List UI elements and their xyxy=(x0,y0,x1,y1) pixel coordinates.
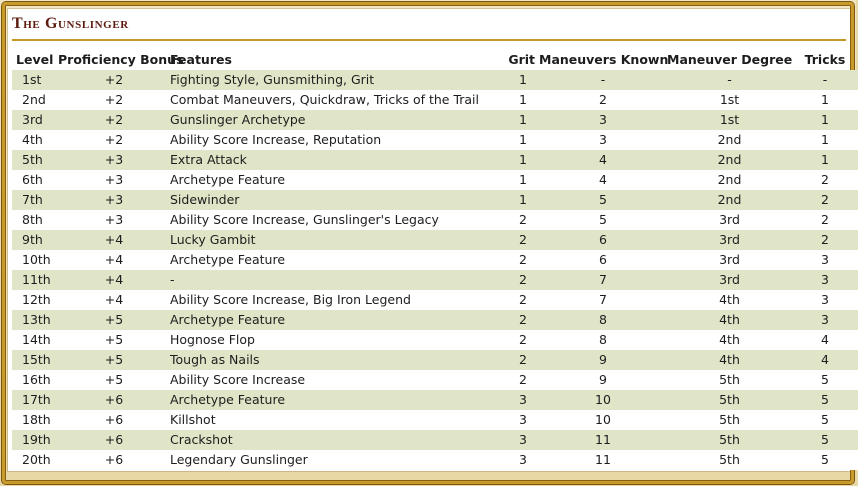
cell-maneuvers-known: 9 xyxy=(539,350,667,370)
header-maneuver-degree: Maneuver Degree xyxy=(667,52,793,67)
cell-level: 15th xyxy=(12,350,58,370)
cell-maneuvers-known: 6 xyxy=(539,230,667,250)
cell-tricks: - xyxy=(792,70,858,90)
cell-level: 13th xyxy=(12,310,58,330)
table-row xyxy=(12,350,858,370)
cell-features: Hognose Flop xyxy=(170,330,507,350)
cell-level: 11th xyxy=(12,270,58,290)
cell-level: 2nd xyxy=(12,90,58,110)
cell-level: 3rd xyxy=(12,110,58,130)
cell-tricks: 1 xyxy=(792,150,858,170)
cell-proficiency-bonus: +2 xyxy=(58,110,170,130)
cell-maneuver-degree: 4th xyxy=(667,290,792,310)
table-row xyxy=(12,110,858,130)
table-row xyxy=(12,150,858,170)
cell-tricks: 5 xyxy=(792,430,858,450)
cell-proficiency-bonus: +5 xyxy=(58,370,170,390)
cell-maneuvers-known: 10 xyxy=(539,410,667,430)
cell-proficiency-bonus: +6 xyxy=(58,390,170,410)
cell-proficiency-bonus: +4 xyxy=(58,270,170,290)
cell-maneuvers-known: 7 xyxy=(539,270,667,290)
table-row xyxy=(12,190,858,210)
cell-maneuver-degree: 5th xyxy=(667,410,792,430)
cell-level: 4th xyxy=(12,130,58,150)
cell-maneuvers-known: 10 xyxy=(539,390,667,410)
cell-proficiency-bonus: +2 xyxy=(58,70,170,90)
title-underline xyxy=(12,39,846,41)
cell-features: Ability Score Increase xyxy=(170,370,507,390)
cell-maneuver-degree: 4th xyxy=(667,330,792,350)
cell-grit: 1 xyxy=(507,170,539,190)
cell-features: Crackshot xyxy=(170,430,507,450)
cell-grit: 2 xyxy=(507,310,539,330)
cell-level: 5th xyxy=(12,150,58,170)
table-row xyxy=(12,170,858,190)
header-level: Level xyxy=(16,52,54,67)
cell-maneuver-degree: 3rd xyxy=(667,210,792,230)
cell-features: Archetype Feature xyxy=(170,170,507,190)
cell-maneuvers-known: 4 xyxy=(539,150,667,170)
cell-grit: 2 xyxy=(507,230,539,250)
table-row xyxy=(12,270,858,290)
cell-maneuver-degree: 4th xyxy=(667,310,792,330)
cell-grit: 1 xyxy=(507,150,539,170)
cell-proficiency-bonus: +2 xyxy=(58,90,170,110)
cell-grit: 3 xyxy=(507,450,539,470)
cell-tricks: 1 xyxy=(792,130,858,150)
cell-features: Gunslinger Archetype xyxy=(170,110,507,130)
cell-features: Tough as Nails xyxy=(170,350,507,370)
cell-proficiency-bonus: +5 xyxy=(58,310,170,330)
table-row xyxy=(12,210,858,230)
table-row xyxy=(12,250,858,270)
cell-maneuver-degree: 4th xyxy=(667,350,792,370)
table-row xyxy=(12,390,858,410)
cell-maneuvers-known: 8 xyxy=(539,310,667,330)
cell-grit: 3 xyxy=(507,430,539,450)
cell-proficiency-bonus: +6 xyxy=(58,430,170,450)
table-row xyxy=(12,70,858,90)
cell-level: 7th xyxy=(12,190,58,210)
cell-maneuvers-known: 8 xyxy=(539,330,667,350)
cell-grit: 2 xyxy=(507,290,539,310)
cell-proficiency-bonus: +6 xyxy=(58,450,170,470)
cell-tricks: 5 xyxy=(792,410,858,430)
cell-level: 12th xyxy=(12,290,58,310)
cell-level: 20th xyxy=(12,450,58,470)
cell-tricks: 4 xyxy=(792,330,858,350)
cell-grit: 2 xyxy=(507,330,539,350)
cell-tricks: 1 xyxy=(792,90,858,110)
table-row xyxy=(12,290,858,310)
cell-tricks: 4 xyxy=(792,350,858,370)
table-row xyxy=(12,310,858,330)
cell-grit: 2 xyxy=(507,270,539,290)
cell-features: Fighting Style, Gunsmithing, Grit xyxy=(170,70,507,90)
cell-proficiency-bonus: +3 xyxy=(58,190,170,210)
cell-maneuver-degree: - xyxy=(667,70,792,90)
cell-tricks: 3 xyxy=(792,250,858,270)
cell-maneuver-degree: 2nd xyxy=(667,170,792,190)
cell-proficiency-bonus: +2 xyxy=(58,130,170,150)
cell-grit: 1 xyxy=(507,90,539,110)
cell-tricks: 2 xyxy=(792,170,858,190)
cell-tricks: 2 xyxy=(792,190,858,210)
cell-maneuvers-known: 5 xyxy=(539,210,667,230)
cell-proficiency-bonus: +4 xyxy=(58,230,170,250)
header-maneuvers-known: Maneuvers Known xyxy=(539,52,669,67)
table-body xyxy=(12,70,858,470)
cell-level: 19th xyxy=(12,430,58,450)
cell-level: 10th xyxy=(12,250,58,270)
cell-features: Archetype Feature xyxy=(170,390,507,410)
cell-maneuver-degree: 2nd xyxy=(667,150,792,170)
cell-proficiency-bonus: +4 xyxy=(58,290,170,310)
cell-maneuvers-known: 11 xyxy=(539,430,667,450)
cell-level: 18th xyxy=(12,410,58,430)
cell-maneuver-degree: 5th xyxy=(667,450,792,470)
cell-features: Legendary Gunslinger xyxy=(170,450,507,470)
cell-maneuvers-known: 2 xyxy=(539,90,667,110)
cell-grit: 2 xyxy=(507,210,539,230)
header-grit: Grit xyxy=(508,52,535,67)
cell-maneuvers-known: - xyxy=(539,70,667,90)
cell-level: 9th xyxy=(12,230,58,250)
cell-features: Archetype Feature xyxy=(170,310,507,330)
header-features: Features xyxy=(170,52,232,67)
cell-tricks: 3 xyxy=(792,270,858,290)
table-row xyxy=(12,90,858,110)
cell-proficiency-bonus: +6 xyxy=(58,410,170,430)
cell-tricks: 5 xyxy=(792,390,858,410)
header-tricks: Tricks xyxy=(804,52,846,67)
table-row xyxy=(12,370,858,390)
cell-grit: 3 xyxy=(507,410,539,430)
cell-grit: 1 xyxy=(507,110,539,130)
cell-grit: 2 xyxy=(507,350,539,370)
cell-level: 14th xyxy=(12,330,58,350)
cell-proficiency-bonus: +3 xyxy=(58,170,170,190)
cell-maneuver-degree: 5th xyxy=(667,390,792,410)
cell-features: Lucky Gambit xyxy=(170,230,507,250)
cell-grit: 1 xyxy=(507,70,539,90)
page-title: The Gunslinger xyxy=(12,15,129,32)
cell-tricks: 1 xyxy=(792,110,858,130)
cell-grit: 1 xyxy=(507,190,539,210)
cell-level: 17th xyxy=(12,390,58,410)
cell-features: Ability Score Increase, Gunslinger's Legacy xyxy=(170,210,507,230)
cell-maneuvers-known: 9 xyxy=(539,370,667,390)
cell-grit: 2 xyxy=(507,370,539,390)
cell-maneuvers-known: 6 xyxy=(539,250,667,270)
cell-maneuvers-known: 5 xyxy=(539,190,667,210)
cell-maneuver-degree: 2nd xyxy=(667,190,792,210)
cell-features: Combat Maneuvers, Quickdraw, Tricks of the Trail xyxy=(170,90,507,110)
table-row xyxy=(12,410,858,430)
cell-level: 6th xyxy=(12,170,58,190)
header-proficiency-bonus: Proficiency Bonus xyxy=(58,52,184,67)
cell-maneuver-degree: 5th xyxy=(667,430,792,450)
cell-features: Ability Score Increase, Reputation xyxy=(170,130,507,150)
cell-maneuver-degree: 3rd xyxy=(667,270,792,290)
cell-tricks: 2 xyxy=(792,210,858,230)
class-progression-table xyxy=(12,50,858,470)
cell-proficiency-bonus: +5 xyxy=(58,330,170,350)
cell-maneuver-degree: 2nd xyxy=(667,130,792,150)
cell-features: Archetype Feature xyxy=(170,250,507,270)
table-row xyxy=(12,130,858,150)
table-row xyxy=(12,450,858,470)
cell-maneuver-degree: 3rd xyxy=(667,230,792,250)
cell-tricks: 3 xyxy=(792,310,858,330)
cell-maneuvers-known: 3 xyxy=(539,110,667,130)
cell-maneuvers-known: 4 xyxy=(539,170,667,190)
cell-maneuver-degree: 5th xyxy=(667,370,792,390)
cell-features: Extra Attack xyxy=(170,150,507,170)
cell-proficiency-bonus: +3 xyxy=(58,150,170,170)
cell-proficiency-bonus: +5 xyxy=(58,350,170,370)
cell-maneuver-degree: 3rd xyxy=(667,250,792,270)
cell-grit: 2 xyxy=(507,250,539,270)
cell-maneuvers-known: 3 xyxy=(539,130,667,150)
cell-proficiency-bonus: +3 xyxy=(58,210,170,230)
cell-features: Ability Score Increase, Big Iron Legend xyxy=(170,290,507,310)
table-header-row xyxy=(12,50,858,70)
cell-features: Sidewinder xyxy=(170,190,507,210)
cell-proficiency-bonus: +4 xyxy=(58,250,170,270)
cell-maneuver-degree: 1st xyxy=(667,110,792,130)
cell-maneuvers-known: 7 xyxy=(539,290,667,310)
cell-tricks: 2 xyxy=(792,230,858,250)
cell-level: 16th xyxy=(12,370,58,390)
cell-level: 1st xyxy=(12,70,58,90)
cell-tricks: 3 xyxy=(792,290,858,310)
cell-level: 8th xyxy=(12,210,58,230)
cell-grit: 1 xyxy=(507,130,539,150)
cell-tricks: 5 xyxy=(792,370,858,390)
cell-grit: 3 xyxy=(507,390,539,410)
cell-features: Killshot xyxy=(170,410,507,430)
table-row xyxy=(12,330,858,350)
table-row xyxy=(12,230,858,250)
table-row xyxy=(12,430,858,450)
cell-maneuver-degree: 1st xyxy=(667,90,792,110)
cell-maneuvers-known: 11 xyxy=(539,450,667,470)
cell-tricks: 5 xyxy=(792,450,858,470)
cell-features: - xyxy=(170,270,507,290)
